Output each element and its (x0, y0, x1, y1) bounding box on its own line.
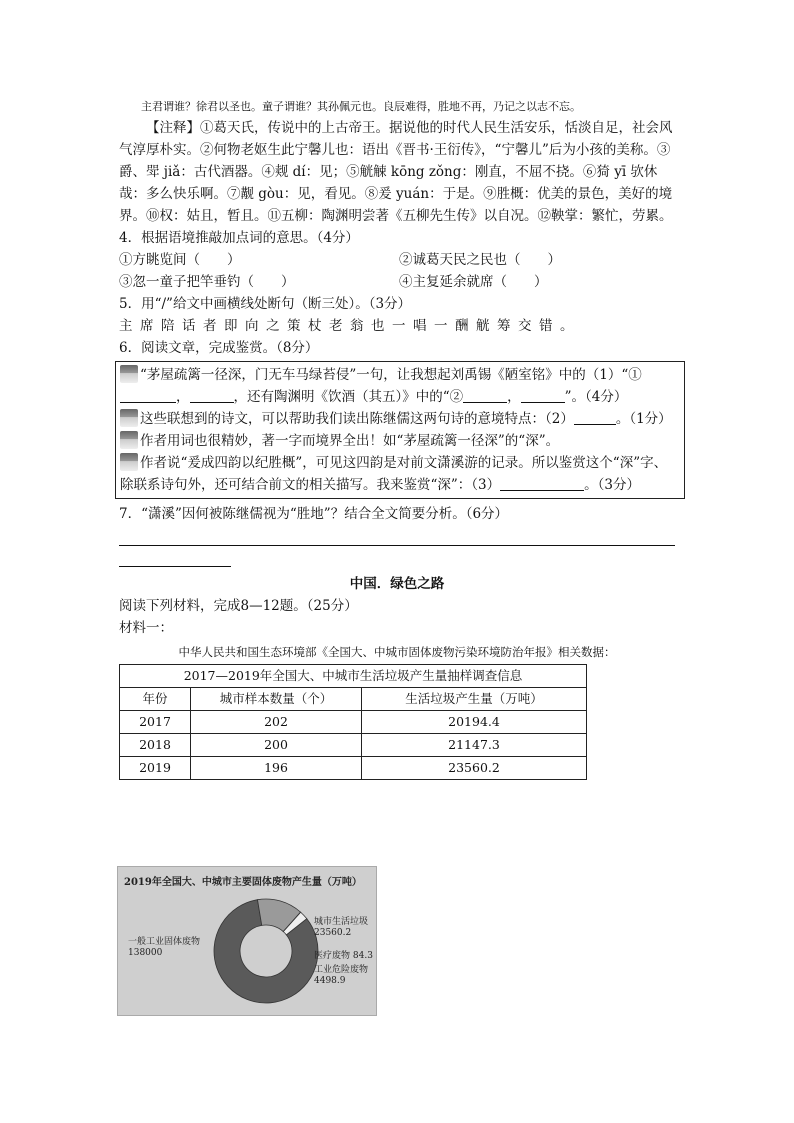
value-municipal-waste: 23560.2 (314, 928, 352, 938)
table-caption: 2017—2019年全国大、中城市生活垃圾产生量抽样调查信息 (120, 665, 587, 688)
table-cell: 202 (191, 711, 362, 734)
material-source: 中华人民共和国生态环境部《全国大、中城市固体废物污染环境防治年报》相关数据： (178, 645, 616, 659)
label-municipal-waste: 城市生活垃圾 (314, 917, 369, 927)
table-header: 年份 (120, 688, 191, 711)
value-hazardous-waste: 4498.9 (314, 976, 346, 986)
q4-option-1[interactable]: ①方眺览间（ ） (119, 252, 241, 268)
appreciation-row-4: 作者说“爰成四韵以纪胜概”，可见这四韵是对前文潇溪游的记录。所以鉴赏这个“深”字、除联系诗句外，还可结合前文的相关描写。我来鉴赏“深”：（3） 。（3分） (120, 455, 668, 493)
label-industrial-solid: 一般工业固体废物 (128, 937, 201, 947)
label-medical-waste: 医疗废物 (314, 951, 351, 961)
q4-option-2[interactable]: ②诚葛天民之民也（ ） (399, 252, 561, 268)
appreciation-row-3: 作者用词也很精妙，著一字而境界全出！如“茅屋疏篱一径深”的“深”。 (120, 430, 680, 452)
value-medical-waste: 84.3 (352, 951, 373, 961)
answer-blank-1b[interactable] (190, 388, 234, 403)
answer-blank-3[interactable] (574, 410, 616, 425)
table-row (120, 734, 587, 757)
waste-donut-chart-photo (117, 866, 377, 1016)
answer-blank-1a[interactable] (120, 388, 176, 403)
question-7: 7．“潇溪”因何被陈继儒视为“胜地”？结合全文简要分析。（6分） (119, 506, 509, 522)
appreciation-row-1: “茅屋疏篱一径深，门无车马绿苔侵”一句，让我想起刘禹锡《陋室铭》中的（1）“①， ，还有陶渊明《饮酒（其五）》中的“② ， ”。（4分） (120, 364, 680, 408)
answer-blank-2b[interactable] (521, 388, 565, 403)
question-6: 6．阅读文章，完成鉴赏。（8分） (119, 340, 319, 356)
question-5: 5．用“/”给文中画横线处断句（断三处）。（3分） (119, 296, 412, 312)
appreciation-row-2: 这些联想到的诗文，可以帮助我们读出陈继儒这两句诗的意境特点：（2） 。（1分） (120, 408, 680, 430)
exam-page (119, 96, 675, 780)
table-header: 生活垃圾产生量（万吨） (362, 688, 587, 711)
student-avatar-icon (120, 431, 138, 449)
question-4: 4．根据语境推敲加点词的意思。（4分） (119, 230, 359, 246)
student-avatar-icon (120, 453, 138, 471)
section-title: 中国．绿色之路 (349, 576, 445, 592)
answer-line-2[interactable] (119, 546, 231, 567)
table-cell: 196 (191, 757, 362, 780)
student-avatar-icon (120, 409, 138, 427)
answer-blank-4[interactable] (500, 476, 584, 491)
label-hazardous-waste: 工业危险废物 (314, 965, 369, 975)
value-industrial-solid: 138000 (128, 948, 163, 958)
section-instruction: 阅读下列材料，完成8—12题。（25分） (119, 598, 358, 614)
q4-option-3[interactable]: ③忽一童子把竿垂钓（ ） (119, 274, 295, 290)
garbage-table (119, 664, 587, 780)
question-5-sentence: 主席陪话者即向之策杖老翁也一唱一酬觥筹交错。 (119, 318, 581, 334)
table-cell: 23560.2 (362, 757, 587, 780)
question-4-options (119, 249, 675, 293)
notes-paragraph: 【注释】①葛天氏，传说中的上古帝王。据说他的时代人民生活安乐，恬淡自足，社会风气淳厚朴实。②何物老妪生此宁馨儿也：语出《晋书·王衍传》，“宁馨儿”后为小孩的美称。③爵、斝 jiǎ：古代酒器。④觌 dí：见；⑤觥觫 kōng zǒng：刚直，不屈不挠。⑥猗 yī 欤休哉：多么快乐啊。⑦觏 gòu：见，看见。⑧爰 yuán：于是。⑨胜概：优美的景色，美好的境界。⑩权：姑且，暂且。⑪五柳：陶渊明尝著《五柳先生传》以自况。⑫鞅掌：繁忙，劳累。 (119, 120, 673, 224)
table-cell: 2019 (120, 757, 191, 780)
table-row (120, 757, 587, 780)
table-cell: 2017 (120, 711, 191, 734)
chart-title: 2019年全国大、中城市主要固体废物产生量（万吨） (124, 877, 362, 888)
answer-line-1[interactable] (119, 525, 675, 546)
table-cell: 200 (191, 734, 362, 757)
table-cell: 20194.4 (362, 711, 587, 734)
appreciation-box (115, 361, 685, 499)
answer-blank-2a[interactable] (463, 388, 507, 403)
table-cell: 21147.3 (362, 734, 587, 757)
q4-option-4[interactable]: ④主复延余就席（ ） (399, 274, 548, 290)
table-row (120, 711, 587, 734)
table-header: 城市样本数量（个） (191, 688, 362, 711)
passage-ending: 主君谓谁？徐君以圣也。童子谓谁？其孙佩元也。良辰难得，胜地不再，乃记之以志不忘。 (141, 100, 581, 113)
material-label: 材料一： (119, 620, 173, 636)
table-cell: 2018 (120, 734, 191, 757)
student-avatar-icon (120, 365, 138, 383)
